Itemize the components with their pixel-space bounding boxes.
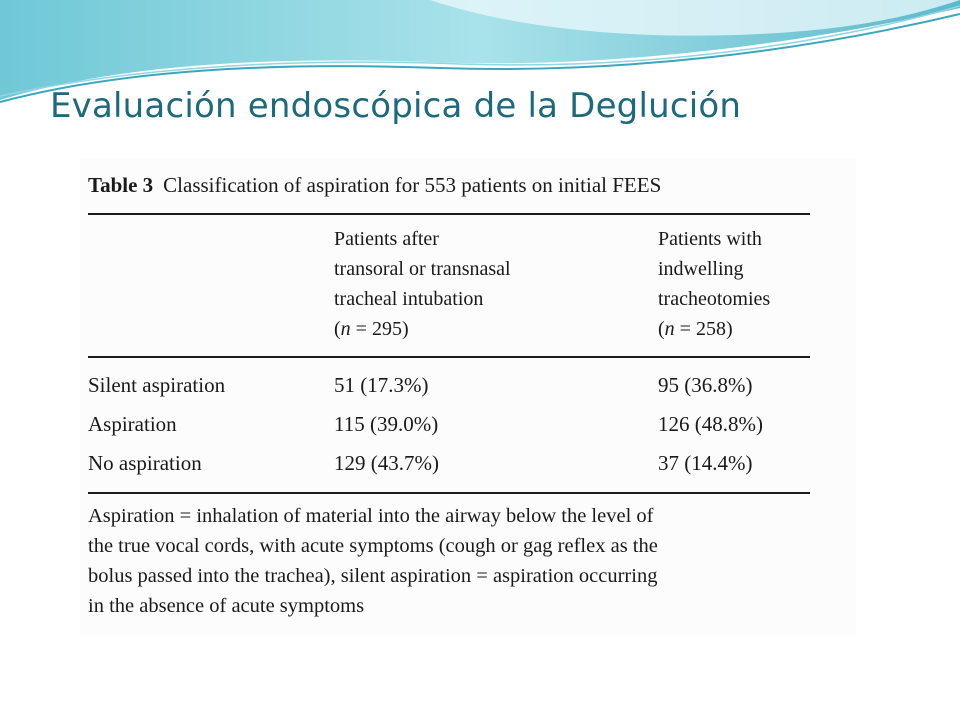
table-caption-text: Classification of aspiration for 553 patients on initial FEES [163, 173, 662, 197]
table-footnote: Aspiration = inhalation of material into the airway below the level of the true vocal cords, with acute symptoms (cough or gag reflex as the bolus passed into the trachea), silent aspiration = aspiration occurring in the absence of acute symptoms [88, 505, 658, 617]
table-row [88, 373, 810, 403]
cell-value: 115 (39.0%) [334, 412, 439, 436]
table-header-rule [88, 356, 810, 358]
table-figure [80, 158, 856, 636]
cell-value: 126 (48.8%) [658, 412, 763, 436]
table-caption [88, 173, 661, 198]
slide-title: Evaluación endoscópica de la Deglución [50, 86, 742, 126]
table-top-rule [88, 213, 810, 215]
cell-value: 129 (43.7%) [334, 451, 439, 475]
cell-value: 37 (14.4%) [658, 451, 753, 475]
column-header-intubation: Patients after transoral or transnasal tracheal intubation (n = 295) [334, 228, 511, 340]
cell-value: 95 (36.8%) [658, 373, 753, 397]
column-header-tracheotomy: Patients with indwelling tracheotomies (n = 258) [658, 228, 771, 340]
table-bottom-rule [88, 492, 810, 494]
table-row [88, 451, 810, 481]
row-label: No aspiration [88, 451, 202, 475]
row-label: Aspiration [88, 412, 177, 436]
table-number: Table 3 [88, 173, 154, 197]
row-label: Silent aspiration [88, 373, 226, 397]
cell-value: 51 (17.3%) [334, 373, 429, 397]
table-row [88, 412, 810, 442]
